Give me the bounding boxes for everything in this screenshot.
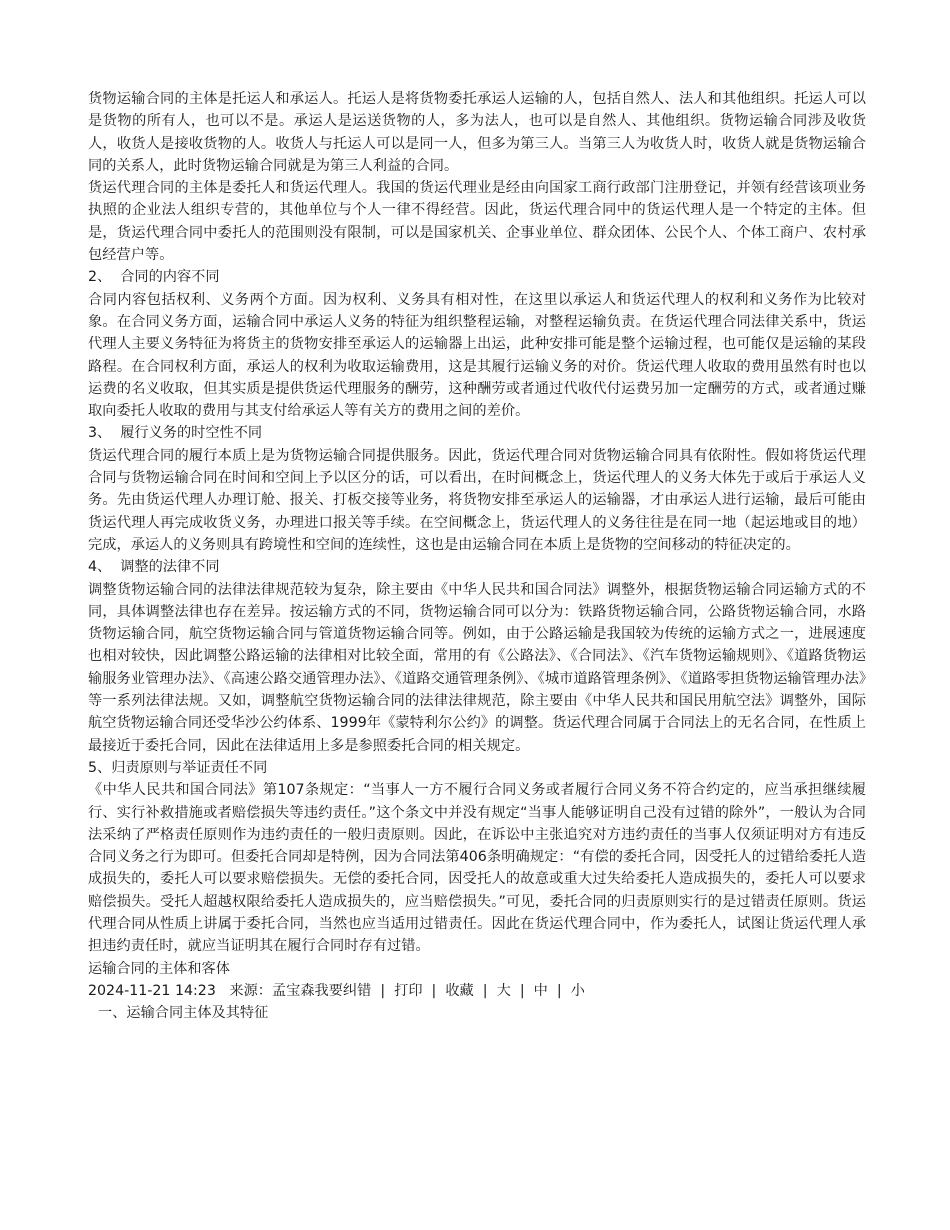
article-body <box>88 88 866 1024</box>
paragraph-liability: 《中华人民共和国合同法》第107条规定：“当事人一方不履行合同义务或者履行合同义务不符合约定的，应当承担继续履行、实行补救措施或者赔偿损失等违约责任。”这个条文中并没有规定“当事人能够证明自己没有过错的除外”，一般认为合同法采纳了严格责任原则作为违约责任的一般归责原则。因此，在诉讼中主张追究对方违约责任的当事人仅须证明对方有违反合同义务之行为即可。但委托合同却是特例，因为合同法第406条明确规定：“有偿的委托合同，因受托人的过错给委托人造成损失的，委托人可以要求赔偿损失。无偿的委托合同，因受托人的故意或重大过失给委托人造成损失的，委托人可以要求赔偿损失。受托人超越权限给委托人造成损失的，应当赔偿损失。”可见，委托合同的归责原则实行的是过错责任原则。货运代理合同从性质上讲属于委托合同，当然也应当适用过错责任。因此在货运代理合同中，作为委托人，试图让货运代理人承担违约责任时，就应当证明其在履行合同时存有过错。 <box>88 782 866 955</box>
section-heading-5: 5、归责原则与举证责任不同 <box>88 759 268 776</box>
meta-separator: | <box>556 982 562 999</box>
paragraph-subjects-forwarding: 货运代理合同的主体是委托人和货运代理人。我国的货运代理业是经由向国家工商行政部门注册登记，并领有经营该项业务执照的企业法人组织专营的，其他单位与个人一律不得经营。因此，货运代理合同中的货运代理人是一个特定的主体。但是，货运代理合同中委托人的范围则没有限制，可以是国家机关、企事业单位、群众团体、公民个人、个体工商户、农村承包经营户等。 <box>88 180 866 264</box>
subsection-heading: 一、运输合同主体及其特征 <box>98 1005 269 1022</box>
article-title: 运输合同的主体和客体 <box>88 960 230 977</box>
meta-separator: | <box>380 982 386 999</box>
print-link[interactable]: 打印 <box>394 982 423 999</box>
source-report-error-link[interactable]: 来源：孟宝森我要纠错 <box>229 982 372 999</box>
paragraph-content-difference: 合同内容包括权利、义务两个方面。因为权利、义务具有相对性，在这里以承运人和货运代理人的权利和义务作为比较对象。在合同义务方面，运输合同中承运人义务的特征为组织整程运输，对整程运输负责。在货运代理合同法律关系中，货运代理人主要义务特征为将货主的货物安排至承运人的运输器上出运，此种安排可能是整个运输过程，也可能仅是运输的某段路程。在合同权利方面，承运人的权利为收取运输费用，这是其履行运输义务的对价。货运代理人收取的费用虽然有时也以运费的名义收取，但其实质是提供货运代理服务的酬劳，这种酬劳或者通过代收代付运费另加一定酬劳的方式，或者通过赚取向委托人收取的费用与其支付给承运人等有关方的费用之间的差价。 <box>88 291 866 420</box>
section-heading-3: 3、 履行义务的时空性不同 <box>88 425 263 442</box>
article-meta-bar <box>88 980 866 1002</box>
meta-separator: | <box>519 982 525 999</box>
paragraph-subjects-transport: 货物运输合同的主体是托运人和承运人。托运人是将货物委托承运人运输的人，包括自然人、法人和其他组织。托运人可以是货物的所有人，也可以不是。承运人是运送货物的人，多为法人，也可以是自然人、其他组织。货物运输合同涉及收货人，收货人是接收货物的人。收货人与托运人可以是同一人，但多为第三人。当第三人为收货人时，收货人就是货物运输合同的关系人，此时货物运输合同就是为第三人利益的合同。 <box>88 91 866 174</box>
publish-datetime: 2024-11-21 14:23 <box>88 982 216 999</box>
meta-separator: | <box>431 982 437 999</box>
favorite-link[interactable]: 收藏 <box>445 982 474 999</box>
font-size-large-link[interactable]: 大 <box>496 982 511 999</box>
section-heading-2: 2、 合同的内容不同 <box>88 269 220 286</box>
section-heading-4: 4、 调整的法律不同 <box>88 559 220 576</box>
paragraph-applicable-law: 调整货物运输合同的法律法律规范较为复杂，除主要由《中华人民共和国合同法》调整外，根据货物运输合同运输方式的不同，具体调整法律也存在差异。按运输方式的不同，货物运输合同可以分为：铁路货物运输合同，公路货物运输合同，水路货物运输合同，航空货物运输合同与管道货物运输合同等。例如，由于公路运输是我国较为传统的运输方式之一，进展速度也相对较快，因此调整公路运输的法律相对比较全面，常用的有《公路法》、《合同法》、《汽车货物运输规则》、《道路货物运输服务业管理办法》、《高速公路交通管理办法》、《道路交通管理条例》、《城市道路管理条例》、《道路零担货物运输管理办法》等一系列法律法规。又如，调整航空货物运输合同的法律法律规范，除主要由《中华人民共和国民用航空法》调整外，国际航空货物运输合同还受华沙公约体系、1999年《蒙特利尔公约》的调整。货运代理合同属于合同法上的无名合同，在性质上最接近于委托合同，因此在法律适用上多是参照委托合同的相关规定。 <box>88 581 866 754</box>
font-size-small-link[interactable]: 小 <box>570 982 585 999</box>
font-size-medium-link[interactable]: 中 <box>533 982 548 999</box>
paragraph-time-space: 货运代理合同的履行本质上是为货物运输合同提供服务。因此，货运代理合同对货物运输合同具有依附性。假如将货运代理合同与货物运输合同在时间和空间上予以区分的话，可以看出，在时间概念上，货运代理人的义务大体先于或后于承运人义务。先由货运代理人办理订舱、报关、打板交接等业务，将货物安排至承运人的运输器，才由承运人进行运输，最后可能由货运代理人再完成收货义务，办理进口报关等手续。在空间概念上，货运代理人的义务往往是在同一地（起运地或目的地）完成，承运人的义务则具有跨境性和空间的连续性，这也是由运输合同在本质上是货物的空间移动的特征决定的。 <box>88 447 866 553</box>
meta-separator: | <box>482 982 488 999</box>
